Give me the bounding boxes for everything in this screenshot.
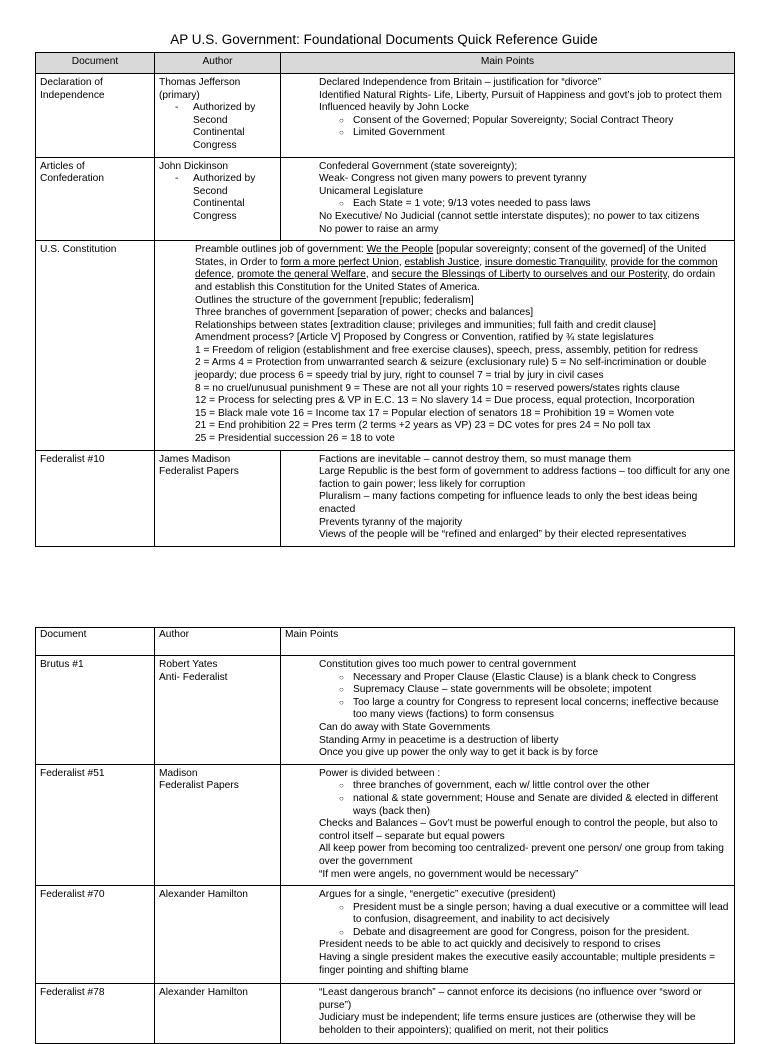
document-cell: Federalist #70 [36, 886, 155, 984]
document-cell: Brutus #1 [36, 656, 155, 765]
point: Declared Independence from Britain – justification for “divorce” [319, 77, 601, 88]
main-points-cell [281, 764, 735, 885]
point: Argues for a single, “energetic” executive (president) [319, 889, 556, 901]
sub-point: ○ Supremacy Clause – state governments will be obsolete; impotent [319, 684, 730, 697]
author-note: Federalist Papers [159, 466, 239, 478]
point: Having a single president makes the executive easily accountable; multiple presidents = finger pointing and shifting blame [319, 952, 716, 976]
author-cell [155, 74, 281, 158]
point: Once you give up power the only way to get it back is by force [319, 747, 599, 759]
sub-point: ○ Debate and disagreement are good for Congress, poison for the president. [319, 927, 730, 940]
sub-point: ○ President must be a single person; having a dual executive or a committee will lead to confusion, disagreement, and inability to act decisively [319, 902, 730, 927]
reference-table-2 [35, 627, 735, 1044]
author-note: - Authorized by Second Continental Congress [175, 102, 256, 151]
point: 1 = Freedom of religion (establishment and free exercise clauses), speech, press, assembly, petition for redress [195, 344, 698, 356]
document-cell: Federalist #78 [36, 984, 155, 1044]
author-name: John Dickinson [159, 160, 229, 172]
point: “Least dangerous branch” – cannot enforce its decisions (no influence over “sword or purse”) [319, 987, 702, 1011]
point: President needs to be able to act quickly and decisively to respond to crises [319, 939, 661, 951]
author-note: Federalist Papers [159, 780, 239, 792]
point: Power is divided between : [319, 767, 441, 779]
document-cell: Articles of Confederation [36, 157, 155, 241]
author-note: - Authorized by Second Continental Congress [175, 173, 256, 222]
point: All keep power from becoming too centralized- prevent one person/ one group from taking over the government [319, 843, 724, 867]
point: “If men were angels, no government would be necessary” [319, 868, 579, 880]
document-cell: Federalist #10 [36, 450, 155, 546]
point: Standing Army in peacetime is a destruction of liberty [319, 734, 559, 746]
author-cell [155, 764, 281, 885]
header-document: Document [36, 53, 155, 74]
point: Large Republic is the best form of government to address factions – too difficult for any one faction to gain power; less likely for corruption [319, 466, 730, 490]
header-author: Author [155, 53, 281, 74]
author-name: Thomas Jefferson (primary) [159, 77, 241, 101]
sub-point: ○ Consent of the Governed; Popular Sovereignty; Social Contract Theory [319, 115, 730, 128]
main-points-cell [281, 886, 735, 984]
author-cell [155, 984, 281, 1044]
point: Influenced heavily by John Locke [319, 102, 470, 114]
table-row [36, 241, 735, 451]
table-row [36, 764, 735, 885]
author-name: Alexander Hamilton [159, 889, 248, 901]
point: Prevents tyranny of the majority [319, 516, 463, 528]
main-points-cell [155, 241, 735, 451]
author-note: Anti- Federalist [159, 671, 228, 683]
author-name: Robert Yates [159, 659, 218, 670]
point: Outlines the structure of the government [republic; federalism] [195, 294, 474, 306]
point: Weak- Congress not given many powers to prevent tyranny [319, 173, 587, 185]
author-name: Madison [159, 767, 198, 779]
point: Unicameral Legislature [319, 185, 424, 197]
point: Identified Natural Rights- Life, Liberty, Pursuit of Happiness and govt’s job to protect them [319, 89, 722, 101]
point: Factions are inevitable – cannot destroy them, so must manage them [319, 453, 632, 465]
sub-point: ○ Limited Government [319, 127, 730, 140]
sub-point: ○ national & state government; House and Senate are divided & elected in different ways (back then) [319, 793, 730, 818]
table-row [36, 984, 735, 1044]
table-header-row [36, 53, 735, 74]
point: Confederal Government (state sovereignty); [319, 160, 518, 172]
main-points-cell [281, 450, 735, 546]
header-main-points: Main Points [281, 628, 735, 656]
point: 15 = Black male vote 16 = Income tax 17 = Popular election of senators 18 = Prohibition 19 = Women vote [195, 407, 675, 419]
author-name: Alexander Hamilton [159, 987, 248, 999]
reference-table-1 [35, 52, 735, 547]
table-row [36, 74, 735, 158]
sub-point: ○ Each State = 1 vote; 9/13 votes needed to pass laws [319, 198, 730, 211]
sub-point: ○ Necessary and Proper Clause (Elastic Clause) is a blank check to Congress [319, 672, 730, 685]
main-points-cell [281, 984, 735, 1044]
point: Judiciary must be independent; life terms ensure justices are (otherwise they will be beholden to their appointers); qualified on merit, not their politics [319, 1012, 696, 1036]
point: Checks and Balances – Gov’t must be powerful enough to control the people, but also to control itself – separate but equal powers [319, 818, 718, 842]
table-row [36, 450, 735, 546]
page-title: AP U.S. Government: Foundational Documents Quick Reference Guide [170, 32, 598, 47]
author-cell [155, 656, 281, 765]
point: Pluralism – many factions competing for influence leads to only the best ideas being enacted [319, 491, 698, 515]
point: Three branches of government [separation of power; checks and balances] [195, 307, 534, 319]
point: Constitution gives too much power to central government [319, 659, 577, 670]
point: Relationships between states [extradition clause; privileges and immunities; full faith and credit clause] [195, 319, 656, 331]
point: 21 = End prohibition 22 = Pres term (2 terms +2 years as VP) 23 = DC votes for pres 24 = No poll tax [195, 420, 651, 432]
table-row [36, 157, 735, 241]
point: No Executive/ No Judicial (cannot settle interstate disputes); no power to tax citizens [319, 210, 700, 222]
main-points-cell [281, 157, 735, 241]
point: Views of the people will be “refined and enlarged” by their elected representatives [319, 529, 687, 541]
main-points-cell [281, 74, 735, 158]
sub-point: ○ three branches of government, each w/ little control over the other [319, 780, 730, 793]
document-cell: U.S. Constitution [36, 241, 155, 451]
preamble-text: Preamble outlines job of government: We the People [popular sovereignty; consent of the governed] of the United States, in Order to form a more perfect Union, establish Justice, insure domestic Tranquility, provide for the common defence, promote the general Welfare, and secure the Blessings of Liberty to ourselves and our Posterity, do ordain and establish this Constitution for the United States of America. [195, 244, 718, 293]
point: 8 = no cruel/unusual punishment 9 = These are not all your rights 10 = reserved powers/states rights clause [195, 382, 680, 394]
author-cell [155, 450, 281, 546]
point: Can do away with State Governments [319, 721, 491, 733]
sub-point: ○ Too large a country for Congress to represent local concerns; ineffective because too many views (factions) to form consensus [319, 697, 730, 722]
table-row [36, 656, 735, 765]
point: 2 = Arms 4 = Protection from unwarranted search & seizure (exclusionary rule) 5 = No self-incrimination or double jeopardy; due process 6 = speedy trial by jury, right to counsel 7 = trial by jury in civil cases [195, 357, 707, 382]
header-main-points: Main Points [281, 53, 735, 74]
point: 12 = Process for selecting pres & VP in E.C. 13 = No slavery 14 = Due process, equal protection, Incorporation [195, 395, 695, 407]
author-cell [155, 886, 281, 984]
point: No power to raise an army [319, 223, 439, 235]
header-document: Document [36, 628, 155, 656]
document-cell: Declaration of Independence [36, 74, 155, 158]
document-cell: Federalist #51 [36, 764, 155, 885]
header-author: Author [155, 628, 281, 656]
point: 25 = Presidential succession 26 = 18 to vote [195, 433, 395, 445]
table-row [36, 886, 735, 984]
point: Amendment process? [Article V] Proposed by Congress or Convention, ratified by ¾ state legislatures [195, 332, 654, 344]
author-cell [155, 157, 281, 241]
table-header-row [36, 628, 735, 656]
author-name: James Madison [159, 453, 231, 465]
main-points-cell [281, 656, 735, 765]
